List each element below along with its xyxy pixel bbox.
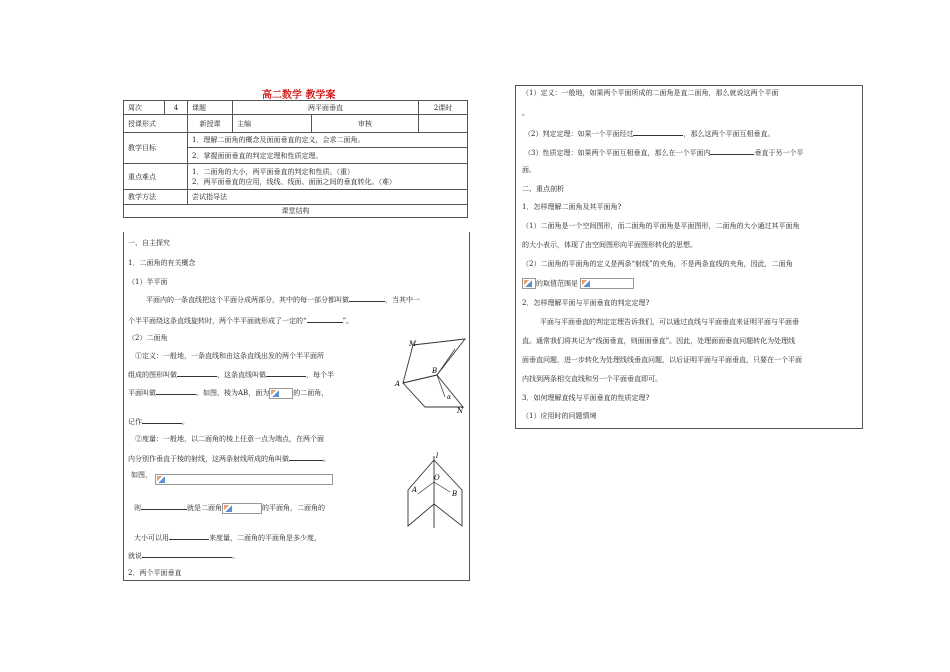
blank	[142, 549, 232, 558]
q1-line-1: （1）二面角是一个空间图形，而二面角的平面角是平面图形，二面角的大小通过其平面角	[522, 222, 800, 230]
right-def-line-2: 。	[522, 109, 529, 117]
goals-label: 教学目标	[124, 133, 188, 164]
label-n: N	[457, 407, 464, 415]
question-3: 3．如何理解直线与平面垂直的性质定理?	[522, 394, 650, 402]
formula-image	[222, 503, 262, 514]
right-def-line-1: （1）定义：一般地，如果两个平面所成的二面角是直二面角，那么就说这两个平面	[522, 89, 779, 97]
measure-line-1: ②度量：一般地，以二面角的棱上任意一点为端点，在两个面	[135, 435, 324, 443]
subsection-1: 1．二面角的有关概念	[128, 259, 196, 267]
topic-label: 课题	[188, 101, 233, 115]
type-label: 授课形式	[124, 115, 188, 133]
type-value: 新授课	[188, 115, 233, 133]
label-a: A	[412, 486, 418, 494]
q1-line-3: （2）二面角的平面角的定义是两条“射线”的夹角，不是两条直线的夹角，因此，二面角	[522, 260, 793, 268]
blank	[169, 531, 209, 540]
then-line: 则 就是二面角 的平面角，二面角的	[134, 501, 325, 514]
q3-line-1: （1）应用时的问题情境	[522, 412, 597, 420]
page-title: 高二数学 教学案	[262, 90, 336, 101]
def-line-4: 记作 。	[128, 415, 189, 427]
blank	[142, 415, 182, 424]
half-plane-heading: （1）半平面	[128, 278, 168, 286]
label-m: M	[409, 340, 417, 348]
property-theorem-2: 面。	[522, 166, 536, 174]
formula-image	[155, 474, 333, 485]
hours: 2课时	[419, 101, 468, 115]
label-b: B	[452, 490, 458, 498]
blank	[710, 146, 754, 155]
def-line-1: ①定义：一般地，一条直线和由这条直线出发的两个半平面所	[135, 352, 324, 360]
keypoint-item-1: 1．二面角的大小，两平面垂直的判定和性质。（重）	[192, 167, 354, 176]
dihedral-figure	[385, 335, 467, 415]
review-label: 审核	[312, 115, 419, 133]
blank	[633, 127, 683, 136]
keypoints-label: 重点难点	[124, 164, 188, 190]
week-label: 周次	[124, 101, 165, 115]
q1-line-2: 的大小表示，体现了由空间图形向平面图形转化的思想。	[522, 241, 697, 249]
topic-value: 两平面垂直	[233, 101, 419, 115]
half-plane-line-2: 个半平面绕这条直线旋转时，两个半平面就形成了一定的“ ”。	[128, 314, 353, 326]
label-a: A	[395, 380, 401, 388]
week-value: 4	[165, 101, 188, 115]
subsection-2: 2．两个平面垂直	[128, 569, 182, 577]
question-2: 2．怎样理解平面与平面垂直的判定定理?	[522, 299, 650, 307]
section-2: 二、重点剖析	[522, 185, 564, 193]
size-line: 大小可以用 来度量，二面角的平面角是多少度，	[134, 531, 321, 543]
question-1: 1．怎样理解二面角及其平面角?	[522, 203, 622, 211]
blank	[307, 314, 343, 323]
plane-angle-figure	[400, 450, 470, 530]
blank	[177, 368, 217, 377]
def-line-3: 平面叫做 。如图，棱为AB，面为 的二面角，	[128, 386, 328, 399]
blank	[266, 368, 306, 377]
judge-theorem: （2）判定定理：如果一个平面经过 ，那么这两个平面互相垂直。	[524, 127, 774, 139]
label-b: B	[432, 367, 438, 375]
goal-item-1: 1．理解二面角的概念及面面垂直的定义，会求二面角。	[188, 133, 468, 148]
section-1: 一、自主探究	[128, 239, 170, 247]
as-shown-line: 如图，	[131, 471, 152, 479]
formula-image	[522, 278, 536, 289]
dihedral-heading: （2）二面角	[128, 334, 168, 342]
editor-label: 主编	[233, 115, 312, 133]
q2-line-1: 平面与平面垂直的判定定理告诉我们，可以通过直线与平面垂直来证明平面与平面垂	[540, 318, 799, 326]
q1-line-4: 的取值范围是	[522, 278, 634, 289]
formula-image	[269, 388, 293, 399]
def-line-2: 组成的图形叫做 ，这条直线叫做 ，每个半	[128, 368, 334, 380]
header-table	[123, 100, 468, 218]
method-label: 教学方法	[124, 190, 188, 205]
property-theorem: （3）性质定理：如果两个平面互相垂直，那么在一个平面内 垂直于另一个平	[524, 146, 803, 158]
blank	[141, 501, 187, 510]
blank	[289, 452, 323, 461]
q2-line-2: 直。通常我们将其记为“线面垂直，则面面垂直”。因此，处理面面垂直问题转化为处理线	[522, 337, 796, 345]
half-plane-line-1: 平面内的一条直线把这个平面分成两部分，其中的每一部分都叫做 ，当其中一	[146, 293, 420, 305]
label-o: O	[434, 474, 440, 482]
blank	[349, 293, 385, 302]
q2-line-4: 内找到两条相交直线和另一个平面垂直即可。	[522, 375, 662, 383]
label-l: l	[436, 452, 439, 460]
formula-image	[580, 278, 634, 289]
structure-heading: 课堂结构	[124, 205, 468, 218]
method-value: 尝试指导法	[188, 190, 468, 205]
q2-line-3: 面垂直问题，进一步转化为处理线线垂直问题，以后证明平面与平面垂直，只要在一个平面	[522, 356, 802, 364]
keypoint-item-2: 2．两平面垂直的应用，线线、线面、面面之间的垂直转化。（难）	[192, 177, 396, 186]
label-alpha: α	[447, 394, 452, 401]
blank	[156, 386, 196, 395]
goal-item-2: 2．掌握面面垂直的判定定理和性质定理。	[188, 148, 468, 164]
measure-line-2: 内分别作垂直于棱的射线，这两条射线所成的角叫做 。	[128, 452, 330, 464]
size-line-2: 就说 。	[128, 549, 239, 561]
